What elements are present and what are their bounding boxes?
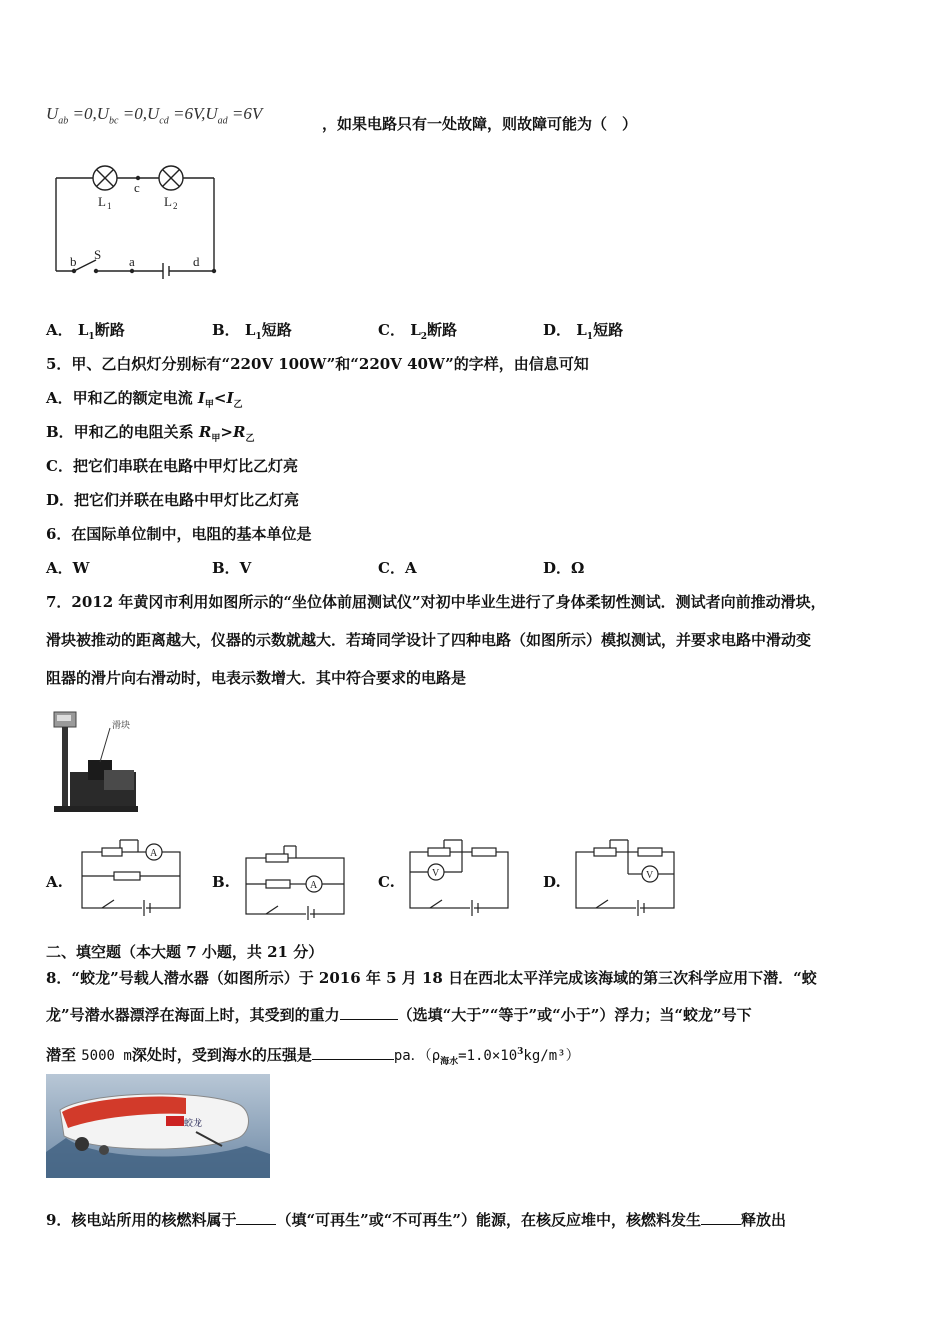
q9-blank-1[interactable] — [236, 1210, 276, 1225]
q8-line-2: 龙”号潜水器漂浮在海面上时，其受到的重力 （选填“大于”“等于”或“小于”）浮力；当“蛟龙”号下 — [46, 1006, 752, 1024]
jiaolong-submersible-photo — [46, 1074, 270, 1178]
q5-option-b: B．甲和乙的电阻关系 $R_甲>R_乙$ — [46, 423, 255, 444]
q7-circuit-a — [80, 836, 184, 916]
q4-option-a: A． $L_1$断路 — [46, 321, 125, 342]
q6-option-d: D．Ω — [543, 559, 585, 577]
q7-stem-line-1: 7．2012 年黄冈市利用如图所示的“坐位体前屈测试仪”对初中毕业生进行了身体柔韧性测试．测试者向前推动滑块， — [46, 593, 826, 611]
label-l1-sub: 1 — [107, 201, 112, 211]
slider-label: 滑块 — [112, 720, 131, 730]
q7-option-c-letter: C. — [378, 873, 395, 891]
q6-option-c: C．A — [378, 559, 417, 577]
label-b: b — [70, 254, 77, 269]
q4-circuit-diagram — [50, 160, 225, 282]
submersible-name: 蛟龙 — [184, 1118, 203, 1128]
q7-circuit-c — [408, 836, 512, 916]
q4-option-c: C． $L_2$断路 — [378, 321, 458, 342]
q5-option-c: C．把它们串联在电路中甲灯比乙灯亮 — [46, 457, 298, 475]
q7-option-a-letter: A. — [46, 873, 63, 891]
flexibility-tester-photo — [48, 706, 140, 816]
q9-blank-2[interactable] — [701, 1210, 741, 1225]
circuit-c-meter: V — [432, 868, 440, 879]
q7-circuit-b — [244, 842, 348, 920]
q5-option-d: D．把它们并联在电路中甲灯比乙灯亮 — [46, 491, 300, 509]
q6-stem: 6．在国际单位制中，电阻的基本单位是 — [46, 525, 312, 543]
q7-circuit-d — [574, 836, 678, 916]
q8-line-3: 潜至 5000 m深处时，受到海水的压强是 pa．$(\rho_{海水}=1.0\times 10^3kg/m^3)$ — [46, 1046, 580, 1067]
label-l1: L — [98, 194, 106, 209]
q4-stem: ，如果电路只有一处故障，则故障可能为（ ） — [322, 115, 638, 133]
q5-stem: 5．甲、乙白炽灯分别标有“220V 100W”和“220V 40W”的字样，由信息可知 — [46, 355, 589, 373]
label-c: c — [134, 180, 140, 195]
q4-option-d: D． $L_1$短路 — [543, 321, 624, 342]
label-s: S — [94, 247, 102, 262]
q7-option-d-letter: D. — [543, 873, 561, 891]
q7-option-b-letter: B. — [212, 873, 230, 891]
q6-option-b: B．V — [212, 559, 252, 577]
voltage-equation: $U_{ab} =0,U_{bc} =0,U_{cd} =6V,U_{ad} =6V$ — [46, 104, 263, 127]
q7-stem-line-3: 阻器的滑片向右滑动时，电表示数增大．其中符合要求的电路是 — [46, 669, 467, 687]
q4-option-b: B． $L_1$短路 — [212, 321, 292, 342]
q9-line-1: 9．核电站所用的核燃料属于 （填“可再生”或“不可再生”）能源，在核反应堆中，核燃料发生 释放出 — [46, 1211, 786, 1229]
circuit-b-meter: A — [310, 880, 318, 891]
label-a: a — [129, 254, 135, 269]
circuit-a-meter: A — [150, 848, 158, 859]
q8-line-1: 8．“蛟龙”号载人潜水器（如图所示）于 2016 年 5 月 18 日在西北太平洋完成该海域的第三次科学应用下潜．“蛟 — [46, 969, 817, 987]
label-l2: L — [164, 194, 172, 209]
q6-option-a: A．W — [46, 559, 90, 577]
label-l2-sub: 2 — [173, 201, 178, 211]
label-d: d — [193, 254, 200, 269]
q8-blank-2[interactable] — [312, 1045, 394, 1060]
q8-blank-1[interactable] — [340, 1005, 398, 1020]
q5-option-a: A．甲和乙的额定电流 $I_甲<I_乙$ — [46, 389, 243, 410]
circuit-d-meter: V — [646, 870, 654, 881]
q7-stem-line-2: 滑块被推动的距离越大，仪器的示数就越大．若琦同学设计了四种电路（如图所示）模拟测试，并要求电路中滑动变 — [46, 631, 812, 649]
section-2-title: 二、填空题（本大题 7 小题，共 21 分） — [46, 943, 324, 961]
